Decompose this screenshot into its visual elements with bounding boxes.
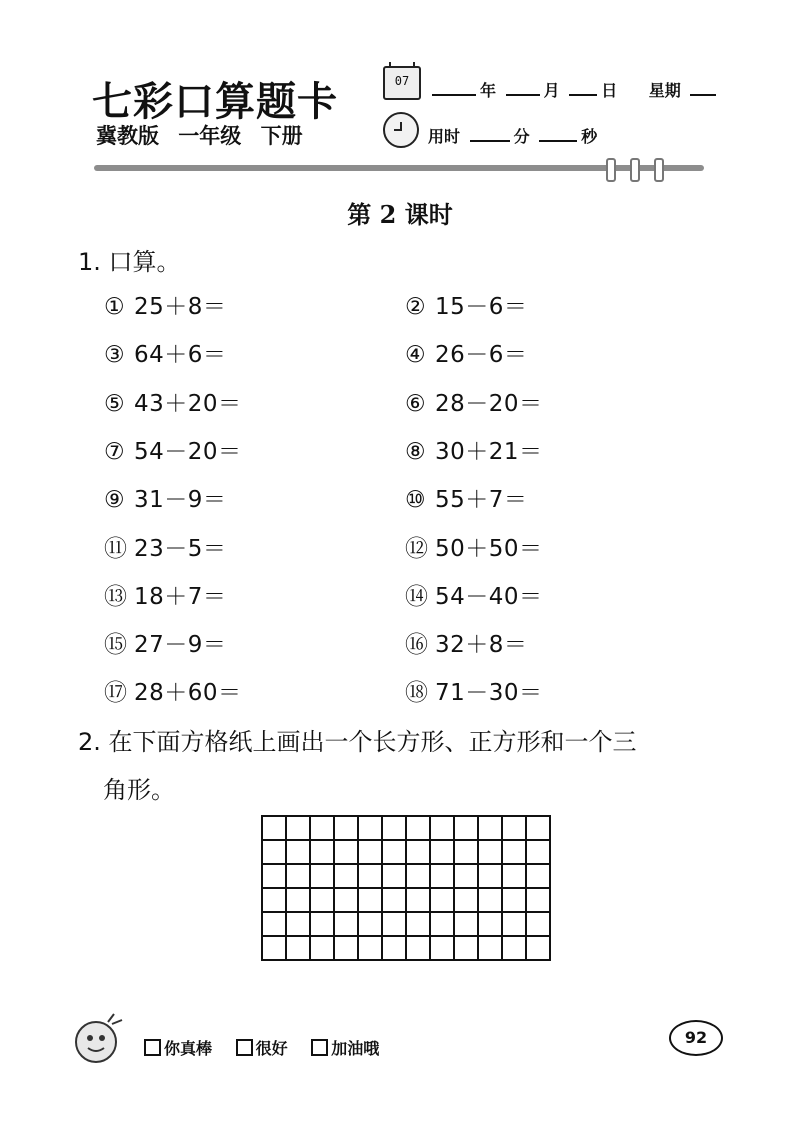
problem-number: ⑥: [405, 390, 427, 417]
problem-number: ⑭: [405, 583, 429, 610]
problem-expression: 50＋50＝: [435, 535, 543, 562]
grid-cell[interactable]: [502, 936, 526, 960]
grid-cell[interactable]: [286, 864, 310, 888]
grid-cell[interactable]: [310, 816, 334, 840]
grid-cell[interactable]: [406, 816, 430, 840]
problem-number: ⑬: [104, 583, 128, 610]
grid-cell[interactable]: [382, 840, 406, 864]
time-row: [428, 124, 597, 147]
time-label: 用时: [428, 127, 461, 146]
grid-cell[interactable]: [478, 888, 502, 912]
grid-cell[interactable]: [430, 888, 454, 912]
grid-cell[interactable]: [358, 840, 382, 864]
problem-expression: 28－20＝: [435, 390, 543, 417]
logo-title: [92, 70, 338, 127]
grid-cell[interactable]: [526, 912, 550, 936]
calendar-icon: [383, 66, 421, 100]
rating-great[interactable]: [144, 1039, 212, 1058]
grid-cell[interactable]: [454, 912, 478, 936]
grid-cell[interactable]: [310, 840, 334, 864]
grid-cell[interactable]: [262, 864, 286, 888]
grid-cell[interactable]: [262, 888, 286, 912]
grid-cell[interactable]: [430, 816, 454, 840]
rating-good[interactable]: [236, 1039, 288, 1058]
grid-cell[interactable]: [430, 864, 454, 888]
grid-cell[interactable]: [478, 816, 502, 840]
problem-item: [104, 336, 226, 369]
grid-cell[interactable]: [526, 864, 550, 888]
question-2-line-1: 2. 在下面方格纸上画出一个长方形、正方形和一个三: [78, 728, 637, 756]
grid-cell[interactable]: [406, 888, 430, 912]
problem-number: ③: [104, 342, 126, 369]
grid-cell[interactable]: [310, 912, 334, 936]
problem-number: ④: [405, 342, 427, 369]
problem-item: [104, 530, 226, 563]
grid-cell[interactable]: [334, 816, 358, 840]
problem-item: [104, 481, 226, 514]
grid-cell[interactable]: [454, 816, 478, 840]
problem-number: ⑨: [104, 487, 126, 514]
problem-number: ⑤: [104, 390, 126, 417]
grid-cell[interactable]: [478, 840, 502, 864]
logo-text: 七彩口算题卡: [92, 78, 338, 125]
question-1-title: 1. 口算。: [78, 248, 181, 276]
grid-cell[interactable]: [406, 912, 430, 936]
grid-cell[interactable]: [286, 936, 310, 960]
problem-expression: 25＋8＝: [134, 294, 227, 320]
grid-cell[interactable]: [262, 912, 286, 936]
grid-cell[interactable]: [382, 912, 406, 936]
problem-item: [405, 578, 543, 611]
spring-icon: [630, 158, 640, 182]
grid-cell[interactable]: [382, 816, 406, 840]
grid-cell[interactable]: [406, 864, 430, 888]
month-label: 月: [543, 81, 560, 100]
checkbox[interactable]: [144, 1039, 161, 1056]
problem-number: ①: [104, 294, 126, 320]
grid-cell[interactable]: [502, 816, 526, 840]
problem-number: ⑩: [405, 487, 427, 514]
spring-icon: [654, 158, 664, 182]
problem-expression: 31－9＝: [134, 487, 227, 514]
grid-cell[interactable]: [358, 864, 382, 888]
problem-expression: 26－6＝: [435, 342, 528, 369]
rating-label: 加油哦: [331, 1039, 380, 1058]
grid-cell[interactable]: [382, 888, 406, 912]
calendar-number: 07: [394, 74, 410, 88]
grid-cell[interactable]: [286, 816, 310, 840]
grid-cell[interactable]: [334, 840, 358, 864]
question-2-line-2: 角形。: [103, 776, 175, 804]
problem-number: ⑯: [405, 632, 429, 659]
grid-cell[interactable]: [406, 936, 430, 960]
grid-cell[interactable]: [310, 888, 334, 912]
problem-item: [405, 336, 527, 369]
grid-cell[interactable]: [262, 840, 286, 864]
grid-cell[interactable]: [430, 936, 454, 960]
problem-expression: 54－40＝: [435, 583, 543, 610]
problem-expression: 64＋6＝: [134, 342, 227, 369]
grid-cell[interactable]: [526, 840, 550, 864]
problem-expression: 15－6＝: [435, 294, 528, 320]
grid-cell[interactable]: [502, 912, 526, 936]
grid-cell[interactable]: [526, 888, 550, 912]
grid-cell[interactable]: [382, 864, 406, 888]
month-blank: [506, 80, 540, 96]
grid-cell[interactable]: [478, 912, 502, 936]
lesson-title: 第 2 课时: [347, 200, 453, 229]
grid-cell[interactable]: [334, 864, 358, 888]
grid-cell[interactable]: [310, 864, 334, 888]
grid-cell[interactable]: [430, 840, 454, 864]
problem-expression: 27－9＝: [134, 632, 227, 659]
problem-expression: 30＋21＝: [435, 438, 543, 465]
problem-expression: 18＋7＝: [134, 583, 227, 610]
grid-cell[interactable]: [334, 936, 358, 960]
problem-number: ⑫: [405, 535, 429, 562]
grid-cell[interactable]: [478, 864, 502, 888]
grid-cell[interactable]: [286, 912, 310, 936]
grid-cell[interactable]: [526, 816, 550, 840]
second-blank: [539, 126, 577, 142]
rating-label: 你真棒: [164, 1039, 213, 1058]
problem-number: ⑮: [104, 632, 128, 659]
minute-blank: [470, 126, 510, 142]
grid-cell[interactable]: [358, 912, 382, 936]
year-label: 年: [480, 81, 497, 100]
problem-number: ②: [405, 294, 427, 320]
day-label: 日: [601, 81, 618, 100]
day-blank: [569, 80, 597, 96]
problem-expression: 32＋8＝: [435, 632, 528, 659]
problem-item: [104, 433, 242, 466]
checkbox[interactable]: [311, 1039, 328, 1056]
problem-item: [405, 481, 527, 514]
problem-expression: 71－30＝: [435, 680, 543, 707]
problem-item: [104, 288, 226, 321]
problem-number: ⑰: [104, 680, 128, 707]
grid-cell[interactable]: [262, 816, 286, 840]
minute-label: 分: [513, 127, 530, 146]
problem-expression: 55＋7＝: [435, 487, 528, 514]
problem-item: [104, 674, 242, 707]
second-label: 秒: [581, 127, 598, 146]
rating-row: [144, 1036, 397, 1059]
grid-cell[interactable]: [502, 888, 526, 912]
grid-cell[interactable]: [334, 912, 358, 936]
grid-cell[interactable]: [262, 936, 286, 960]
problem-item: [104, 578, 226, 611]
problem-expression: 54－20＝: [134, 438, 242, 465]
page-number: 92: [669, 1020, 723, 1056]
grid-cell[interactable]: [310, 936, 334, 960]
checkbox[interactable]: [236, 1039, 253, 1056]
grid-cell[interactable]: [358, 936, 382, 960]
problem-item: [405, 626, 527, 659]
grid-cell[interactable]: [454, 864, 478, 888]
week-label: 星期: [648, 81, 681, 100]
problem-expression: 43＋20＝: [134, 390, 242, 417]
problem-item: [405, 530, 543, 563]
problem-item: [405, 385, 543, 418]
grid-paper[interactable]: [261, 815, 551, 961]
grid-cell[interactable]: [526, 936, 550, 960]
problem-item: [104, 626, 226, 659]
problem-item: [405, 288, 527, 321]
date-row: [428, 78, 720, 101]
rating-keep-going[interactable]: [311, 1039, 379, 1058]
rating-label: 很好: [255, 1039, 288, 1058]
problem-expression: 28＋60＝: [134, 680, 242, 707]
grid-cell[interactable]: [334, 888, 358, 912]
problem-number: ⑦: [104, 438, 126, 465]
grid-cell[interactable]: [358, 816, 382, 840]
spring-icon: [606, 158, 616, 182]
mascot-icon: [68, 1008, 128, 1068]
edition-label: 冀教版 一年级 下册: [96, 124, 303, 148]
clock-icon: [383, 112, 419, 148]
grid-cell[interactable]: [478, 936, 502, 960]
grid-cell[interactable]: [454, 888, 478, 912]
problem-item: [405, 674, 543, 707]
problem-expression: 23－5＝: [134, 535, 227, 562]
problem-number: ⑧: [405, 438, 427, 465]
grid-cell[interactable]: [382, 936, 406, 960]
grid-cell[interactable]: [430, 912, 454, 936]
grid-cell[interactable]: [454, 936, 478, 960]
grid-cell[interactable]: [286, 840, 310, 864]
grid-cell[interactable]: [406, 840, 430, 864]
grid-cell[interactable]: [502, 864, 526, 888]
grid-cell[interactable]: [454, 840, 478, 864]
problem-item: [405, 433, 543, 466]
problem-number: ⑱: [405, 680, 429, 707]
grid-cell[interactable]: [286, 888, 310, 912]
problem-number: ⑪: [104, 535, 128, 562]
grid-cell[interactable]: [502, 840, 526, 864]
grid-cell[interactable]: [358, 888, 382, 912]
problem-item: [104, 385, 242, 418]
week-blank: [690, 80, 716, 96]
year-blank: [432, 80, 476, 96]
